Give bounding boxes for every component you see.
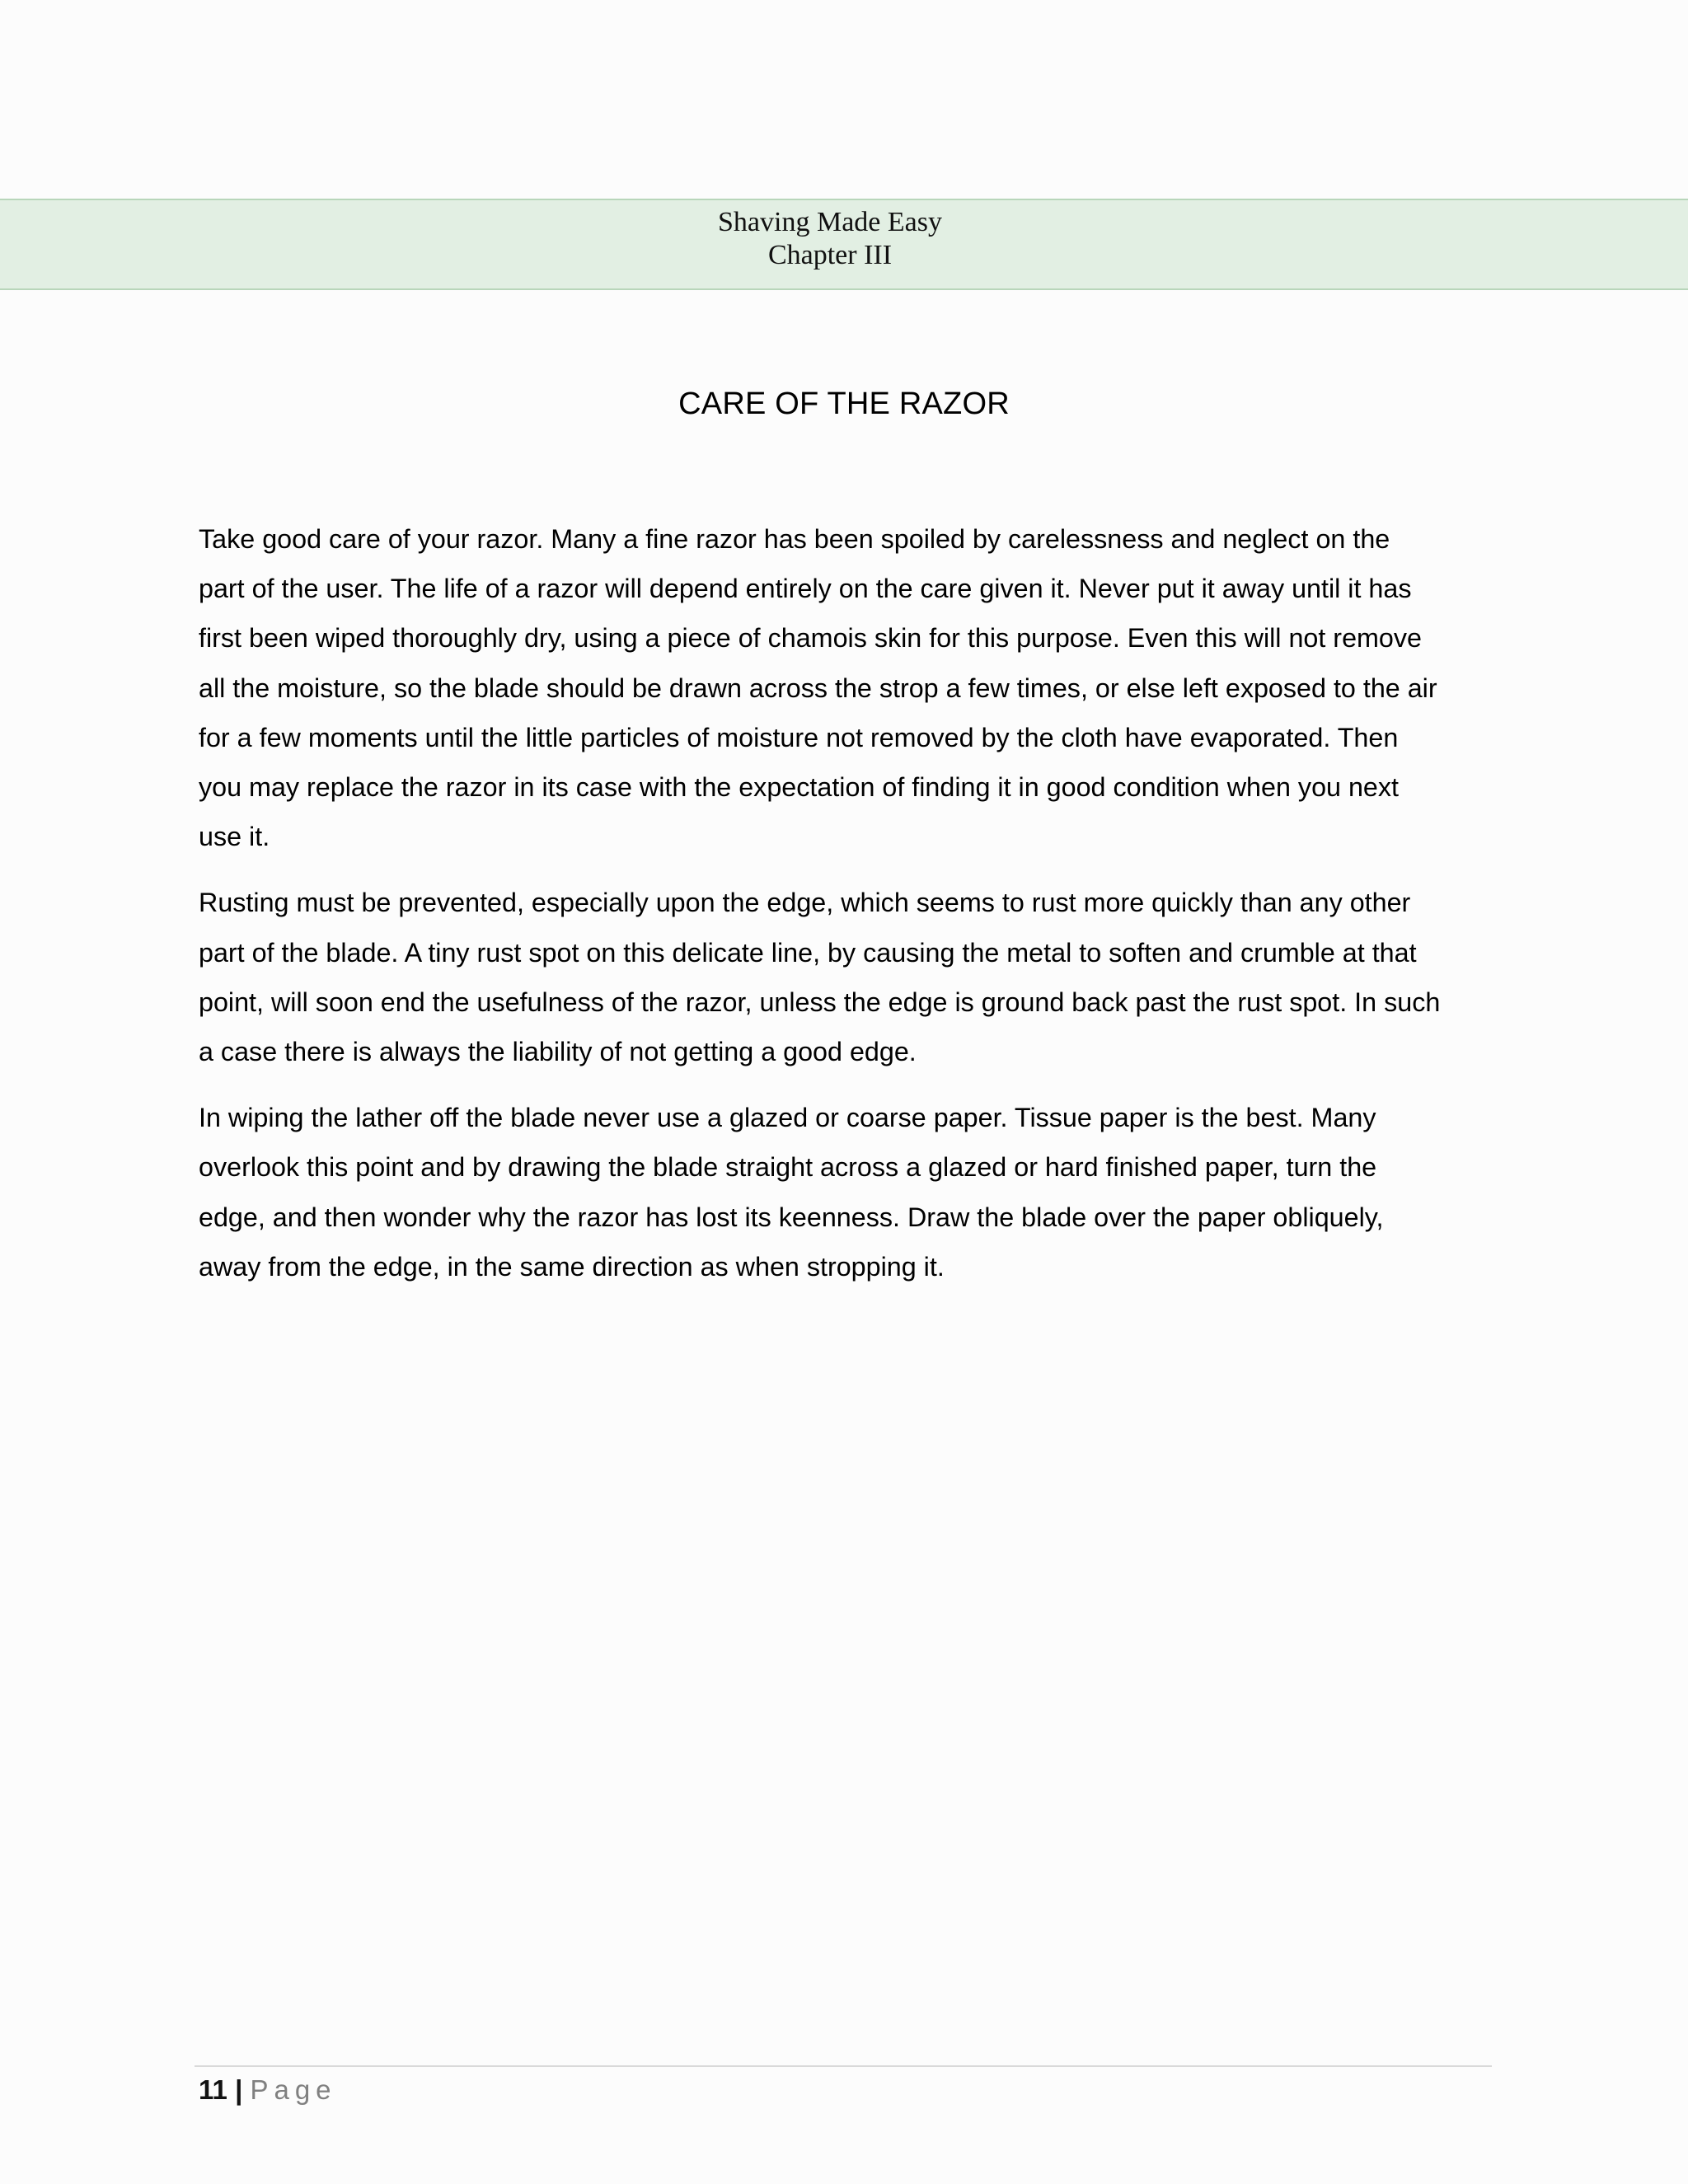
- running-header-chapter: Chapter III: [767, 240, 893, 270]
- paragraph-line: part of the user. The life of a razor will depend entirely on the care given it. Never put it away until it has: [199, 574, 1412, 604]
- page-number: 11: [199, 2074, 227, 2105]
- page-label: Page: [250, 2074, 337, 2105]
- paragraph-line: all the moisture, so the blade should be drawn across the strop a few times, or else left exposed to the air: [199, 673, 1437, 703]
- paragraph-line: part of the blade. A tiny rust spot on this delicate line, by causing the metal to soften and crumble at that: [199, 937, 1417, 968]
- paragraph-3: [199, 1093, 1501, 1291]
- page-separator: |: [235, 2074, 243, 2105]
- paragraph-line: first been wiped thoroughly dry, using a piece of chamois skin for this purpose. Even this will not remove: [199, 623, 1423, 654]
- paragraph-line: use it.: [199, 822, 270, 852]
- paragraph-line: point, will soon end the usefulness of the razor, unless the edge is ground back past the rust spot. In such: [199, 987, 1441, 1017]
- paragraph-line: you may replace the razor in its case with the expectation of finding it in good condition when you next: [199, 772, 1400, 803]
- paragraph-line: for a few moments until the little particles of moisture not removed by the cloth have evaporated. Then: [199, 722, 1399, 752]
- body-text: [199, 514, 1501, 1308]
- paragraph-line: overlook this point and by drawing the blade straight across a glazed or hard finished paper, turn the: [199, 1152, 1377, 1183]
- section-title: CARE OF THE RAZOR: [678, 387, 1010, 421]
- footer-divider: [195, 2065, 1492, 2067]
- paragraph-line: edge, and then wonder why the razor has lost its keenness. Draw the blade over the paper obliquely,: [199, 1202, 1384, 1232]
- paragraph-2: [199, 878, 1501, 1076]
- paragraph-1: [199, 514, 1501, 861]
- paragraph-line: Take good care of your razor. Many a fine razor has been spoiled by carelessness and neglect on the: [199, 524, 1390, 554]
- paragraph-line: away from the edge, in the same direction as when stropping it.: [199, 1251, 945, 1282]
- page-footer: [199, 2072, 337, 2108]
- running-header-book-title: Shaving Made Easy: [718, 207, 942, 237]
- paragraph-line: a case there is always the liability of not getting a good edge.: [199, 1037, 917, 1067]
- paragraph-line: In wiping the lather off the blade never use a glazed or coarse paper. Tissue paper is the best. Many: [199, 1103, 1376, 1133]
- paragraph-line: Rusting must be prevented, especially upon the edge, which seems to rust more quickly than any other: [199, 888, 1411, 918]
